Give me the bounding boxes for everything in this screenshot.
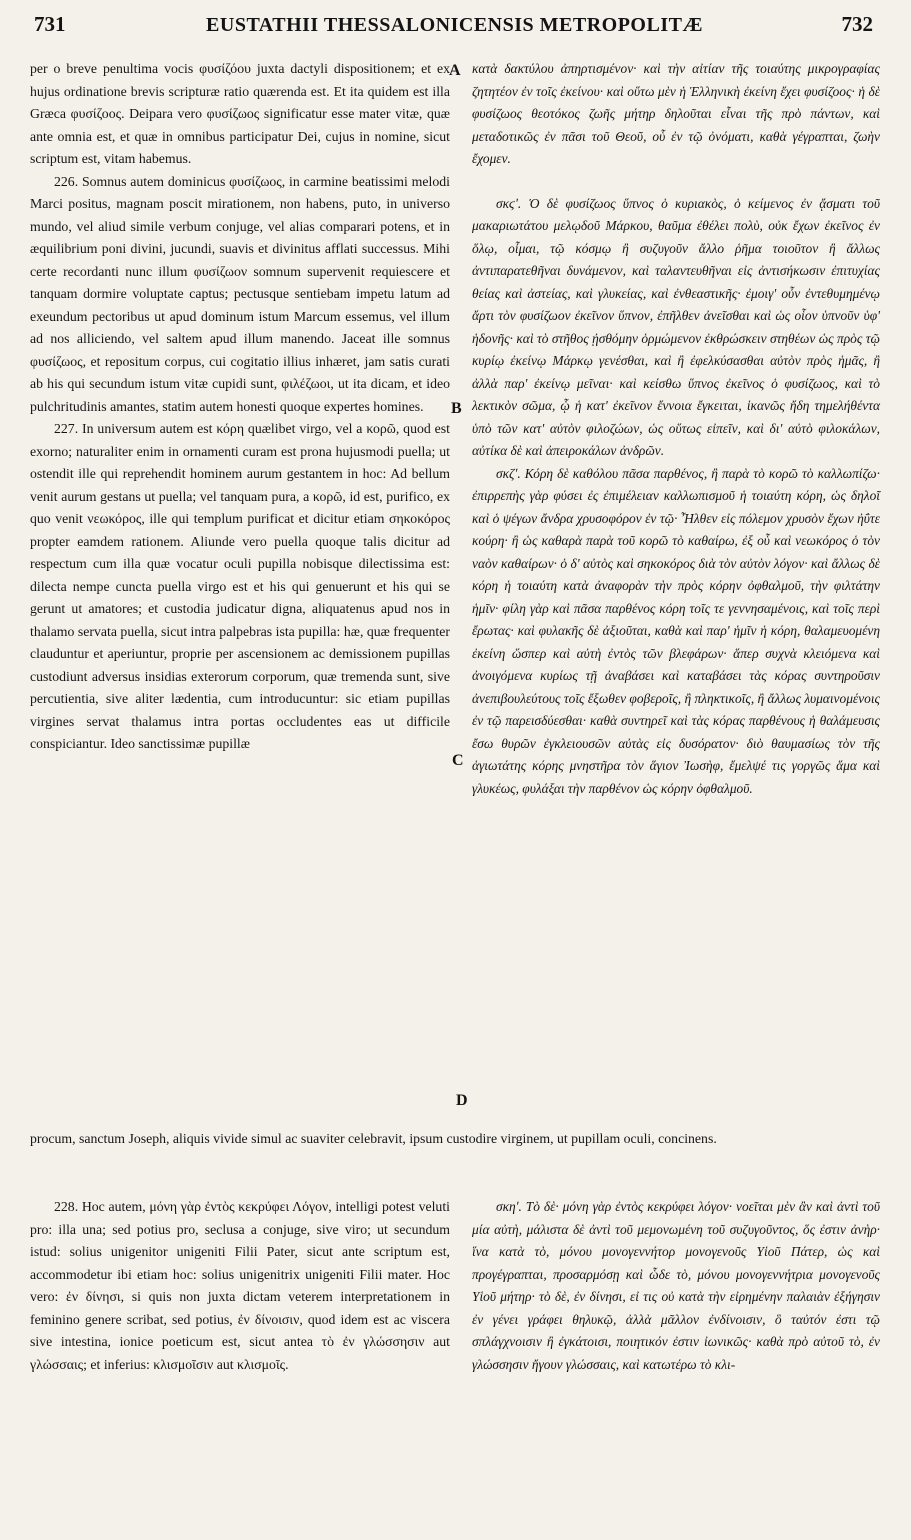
margin-letter-c: C [452, 752, 464, 769]
page-number-left: 731 [34, 12, 66, 36]
latin-paragraph: 228. Hoc autem, μόνη γὰρ ἐντὸς κεκρύφει Λόγον, intelligi potest veluti pro: illa una; sed potius pro, seclusa a conjuge, sive viro; ut secundum istud: solius unigenitor unigeniti Filii Pater, sicut ante scriptum est, accommodetur ibi etiam hoc: solius unigenitrix unigeniti Filii mater. Hoc vero: ἐν δίνησι, si quis non juxta dictam veterem interpretationem in feminino genere scribat, sed potius, ἐν δίνοισιν, quod idem est ac viscera sive intestina, ionice poeticum est, sicut antea τὸ ἐν γλώσσησιν aut γλώσσαις; et inferius: κλισμοῖσιν aut κλισμοῖς. [30, 1199, 450, 1372]
margin-letter-a: A [449, 62, 461, 79]
page-header [30, 12, 879, 50]
greek-paragraph: σκϛʹ. Ὁ δὲ φυσίζωος ὕπνος ὁ κυριακὸς, ὁ κείμενος ἐν ᾄσματι τοῦ μακαριωτάτου μελῳδοῦ Μάρκου, θαῦμα ἐθέλει πολὺ, οὐκ ἔχων ἐκεῖνος ἐν ὅλῳ, οἶμαι, τῷ κόσμῳ ἢ συζυγοῦν ἄλλο ῥῆμα τοιοῦτον ἢ ἄλλως ἀντιπαρατεθῆναι δυνάμενον, καὶ ταλαντευθῆναι εἰς ἀντισήκωσιν ἐπιτυχίας θείας καὶ ἀστείας, καὶ γλυκείας, καὶ ἐνθεαστικῆς· ἐμοιγ' οὖν ἐντεθυμημένῳ ἄρτι τὸν φυσίζωον ἐκεῖνον ὕπνον, ἐπῆλθεν ἀνεῖσθαι καὶ ὡς οἷον ὑπνοῦν ὑφ' ἡδονῆς· καὶ τὸ στῆθος ᾐσθόμην ὁρμώμενον ἐκθρώσκειν στηθέων ὡς πρὸς τῷ κυρίῳ ἐκείνῳ Μάρκῳ γενέσθαι, καὶ ἢ ἐφελκύσασθαι αὐτὸν πρὸς ἡμᾶς, ἢ ἀλλὰ παρ' ἐκείνῳ μεῖναι· καὶ κείσθω ὕπνος ἐκεῖνος ὁ φυσίζωος, καὶ τὸ λεκτικὸν σῶμα, ᾧ ἡ κατ' ἐκεῖνον ἔννοια ἔγκειται, ἱκανῶς ἤδη τημελήθέντα ὑπὸ τῶν κατ' αὐτὸν φιλοζώων, ὡς οὕτως εἰπεῖν, καὶ δι' αὐτὸ φιλοκάλων, αὐτίκα δὲ καὶ ἀπειροκάλων ἀνδρῶν. [472, 195, 880, 458]
margin-letter-b: B [451, 400, 462, 417]
greek-paragraph: σκζʹ. Κόρη δὲ καθόλου πᾶσα παρθένος, ἢ παρὰ τὸ κορῶ τὸ καλλωπίζω· ἐπιρρεπὴς γὰρ φύσει ἐς ἐπιμέλειαν καλλωπισμοῦ ἡ τοιαύτη κόρη, ὡς δηλοῖ καὶ ὁ ψέγων ἄνδρα χρυσοφόρον ἐν τῷ· Ἦλθεν εἰς πόλεμον χρυσὸν ἔχων ἠΰτε κούρη· ἢ ὡς καθαρὰ παρὰ τοῦ κορῶ τὸ καθαίρω, ἐξ οὗ καὶ νεωκόρος ὁ τὸν ναὸν καθαίρων· ὁ δ' αὐτὸς καὶ σηκοκόρος διὰ τὸν αὐτὸν λόγον· καὶ ἄλλως δὲ κόρη ἡ τοιαύτη κατὰ ἀναφορὰν τὴν πρὸς κόρην ὀφθαλμοῦ, τὴν φιλτάτην ἡμῖν· φίλη γὰρ καὶ πᾶσα παρθένος κόρη τοῖς τε γεννησαμένοις, καὶ τοῖς περὶ ἔρωτας· καὶ φυλακῆς δὲ ἀξιοῦται, καθὰ καὶ παρ' ἡμῖν ἡ κόρη, θαλαμευομένη ἐκείνη ὥσπερ καὶ αὐτὴ ἐντὸς τῶν βλεφάρων· ἅπερ συχνὰ κλειόμενα καὶ ἀνοιγόμενα κυρίως τῇ ἀναβάσει καὶ καταβάσει τὰς κόρας συντηροῦσιν ἀνεπιβουλεύτους τοῖς ἔξωθεν φοβεροῖς, ἢ πληκτικοῖς, ἢ ἄλλως λυμαινομένοις ἐν τῷ παρεισδύεσθαι· καθὰ συντηρεῖ καὶ τὰς κόρας παρθένους ἡ θαλάμευσις ἔσω θυρῶν ἐγκλειουσῶν αὐτὰς εἰς δυσόρατον· διὸ θαυμασίως τὸν τῆς ἁγιωτάτης κόρης μνηστῆρα τὸν ἅγιον Ἰωσὴφ, ἔμελψέ τις γοργῶς ἅμα καὶ γλυκέως, φυλάξαι τὴν παρθένον ὡς κόρην ὀφθαλμοῦ. [472, 465, 880, 796]
running-title: EUSTATHII THESSALONICENSIS METROPOLITÆ [206, 14, 703, 36]
greek-column-bottom [472, 1196, 880, 1376]
latin-column-top [30, 58, 450, 756]
greek-paragraph: σκηʹ. Τὸ δὲ· μόνη γὰρ ἐντὸς κεκρύφει λόγον· νοεῖται μὲν ἂν καὶ ἀντὶ τοῦ μία αὐτὴ, μάλιστα δὲ ἀντὶ τοῦ μεμονωμένη τοῦ συζυγοῦντος, ὅς ἐστιν ἀνὴρ· ἵνα κατὰ τὸ, μόνου μονογεννήτορ μονογενοῦς Υἱοῦ Πάτερ, ὡς καὶ προγέγραπται, προσαρμόσῃ καὶ ὧδε τὸ, μόνου μονογεννήτρια μονογενοῦς Υἱοῦ μήτηρ· τὸ δὲ, ἐν δίνησι, εἰ τις οὐ κατὰ τὴν εἰρημένην παλαιὰν ἐξήγησιν ἐν γένει γράφει θηλυκῷ, ἀλλὰ μᾶλλον ἐνδίνοισιν, ὃ ταὐτόν ἐστι τῷ σπλάγχνοισιν ἢ ἐγκάτοισι, ποιητικόν ἐστιν ἰωνικῶς· καθὰ πρὸ αὐτοῦ τὸ, ἐν γλώσσησιν ἤγουν γλώσσαις, καὶ κατωτέρω τὸ κλι- [472, 1199, 880, 1372]
full-width-line [30, 1128, 880, 1151]
margin-letter-d: D [456, 1092, 468, 1109]
greek-paragraph: κατὰ δακτύλου ἀπηρτισμένον· καὶ τὴν αἰτίαν τῆς τοιαύτης μικρογραφίας ζητητέον ἐν τοῖς ἐκείνου· καὶ οὕτω μὲν ἡ Ἑλληνικὴ ἐκείνη ἔχει φυσίζοος· ἡ δὲ φυσίζωος θεοτόκος ζωῆς μήτηρ δηλοῦται εἶναι τῆς πρὸ πάντων, καὶ μεταδοτικῶς ἐν πᾶσι τοῦ Θεοῦ, οὗ ἐν τῷ ὀνόματι, καθὰ γέγραπται, ζωὴν ἔχομεν. [472, 61, 880, 166]
page-number-right: 732 [841, 12, 873, 36]
greek-column-top [472, 58, 880, 800]
full-width-paragraph: procum, sanctum Joseph, aliquis vivide simul ac suaviter celebravit, ipsum custodire virginem, ut pupillam oculi, concinens. [30, 1131, 717, 1146]
latin-paragraph: 227. In universum autem est κόρη quælibet virgo, vel a κορῶ, quod est exorno; naturaliter enim in ornamenti curam est prona hujusmodi puella; ut ostendit ille qui reprehendit hominem aurum gestantem in hoc: Ad bellum venit aurum gestans ut puella; vel tanquam pura, a κορῶ, id est, purifico, ex quo venit νεωκόρος, ille qui templum purificat et dicitur etiam σηκοκόρος propter eamdem rationem. Aliunde vero puella quoque talis dicitur ad respectum cum illa quæ vocatur oculi pupilla nobisque dilectissima est: dilecta nempe cuncta puella virgo est et his qui genuerunt et his qui se gerunt ut amatores; et custodia judicatur digna, aliquatenus apud nos in thalamo servata puella, sicut intra palpebras ista pupilla: hæ, quæ frequenter clauduntur et aperiuntur, proprie per ascensionem ac demissionem pupillas custodiunt adversus insidias exterorum corporum, quæ tremenda sunt, sive percutientia, sive aliter lædentia, cum introducuntur: sic etiam pupillas virgines servat thalamus intra portas occludentes eas ut difficile conspiciantur. Ideo sanctissimæ pupillæ [30, 421, 450, 751]
latin-paragraph: 226. Somnus autem dominicus φυσίζωος, in carmine beatissimi melodi Marci positus, magnam poscit mirationem, non habens, puto, in universo mundo, vel aliud simile verbum conjuge, vel alias comparari potens, et in æquilibrium poni divini, jucundi, suavis et divinitus afflati successus. Mihi certe recordanti nunc illum φυσίζωον somnum supervenit requiescere et tanquam dormire voluptate captus; pectusque sentiebam impetu latum ad exeundum pectoribus ut apud dominum istum Marcum essemus, vel illum ad nos alliciendo, vel saltem apud illum manendo. Jaceat ille somnus φυσίζωος, et repositum corpus, cui cogitatio illius inhæret, jam satis curati ab his qui secundum istum vitæ cupidi sunt, φιλέζωοι, ut ita dicam, et ideo pulchritudinis amantes, statim autem honesti quoque expertes homines. [30, 173, 450, 414]
latin-paragraph: per o breve penultima vocis φυσίζόου juxta dactyli dispositionem; et ex hujus ordinatione brevis scripturæ ratio quærenda est. Et ita quidem est illa Græca φυσίζοος. Deipara vero φυσίζωος significatur esse mater vitæ, quæ ante omnia est, et quæ in omnibus participatur Dei, cujus in nomine, sicut scriptum est, vitam habemus. [30, 61, 450, 166]
latin-column-bottom [30, 1196, 450, 1376]
